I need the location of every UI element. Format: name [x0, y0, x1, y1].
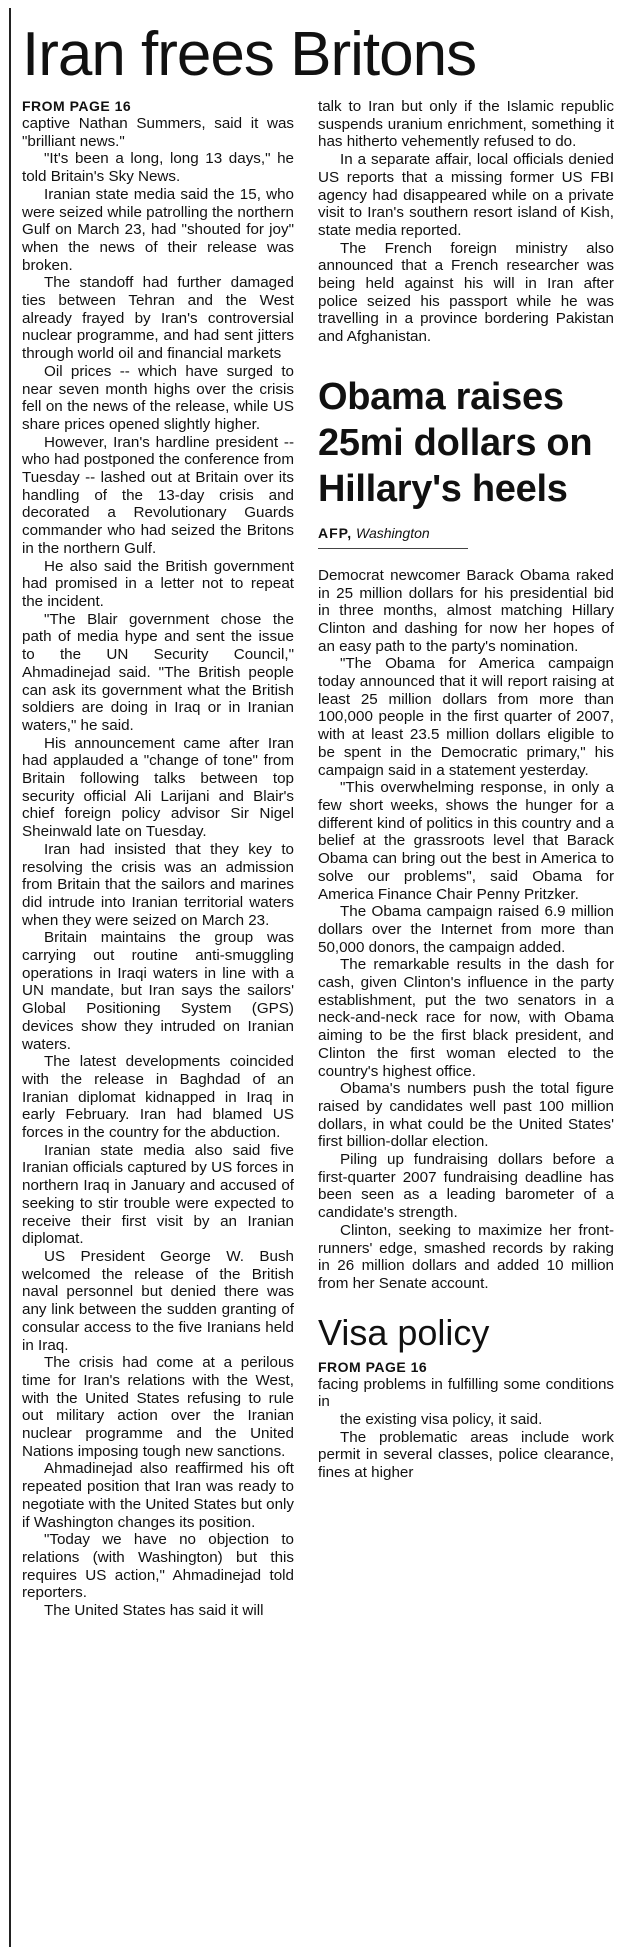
right-column — [318, 98, 614, 1482]
main-continued-paragraph: The French foreign ministry also announced that a French researcher was being held against his will in Iran after police seized his passport while he was travelling in a province bordering Pakistan and Afghanistan. — [318, 239, 614, 346]
main-paragraph: Iran had insisted that they key to resolving the crisis was an admission from Britain that the sailors and marines did intrude into Iranian territorial waters when they were seized on March 23. — [22, 840, 294, 929]
obama-paragraph: "This overwhelming response, in only a few short weeks, shows the hunger for a different kind of politics in this country and a belief at the grassroots level that Barack Obama can bring out the best in America to solve our problems", said Obama for America Finance Chair Penny Pritzker. — [318, 779, 614, 903]
obama-paragraph: "The Obama for America campaign today announced that it will report raising at least 25 million dollars from more than 100,000 people in the first quarter of 2007, with at least 23.5 million dollars eligible to be spent in the Democratic primary," his campaign said in a statement yesterday. — [318, 655, 614, 779]
main-paragraph: captive Nathan Summers, said it was "brilliant news." — [22, 115, 294, 150]
obama-byline — [318, 524, 468, 549]
main-paragraph: Ahmadinejad also reaffirmed his oft repeated position that Iran was ready to negotiate with the United States but only if Washington changes its position. — [22, 1460, 294, 1531]
main-paragraph: His announcement came after Iran had applauded a "change of tone" from Britain following talks between top security official Ali Larijani and Blair's chief foreign policy advisor Sir Nigel Sheinwald late on Tuesday. — [22, 734, 294, 841]
main-kicker: FROM PAGE 16 — [22, 98, 132, 114]
visa-paragraph: The problematic areas include work permit in several classes, police clearance, fines at higher — [318, 1428, 614, 1482]
obama-paragraph: Obama's numbers push the total figure raised by candidates well past 100 million dollars, in what could be the United States' first billion-dollar election. — [318, 1080, 614, 1151]
main-paragraph: Iranian state media said the 15, who were seized while patrolling the northern Gulf on March 23, had "shouted for joy" when the news of their release was broken. — [22, 185, 294, 274]
main-paragraph: The crisis had come at a perilous time for Iran's relations with the West, with the United States refusing to rule out military action over the Iranian nuclear programme and the United Nations imposing tough new sanctions. — [22, 1354, 294, 1460]
main-paragraph: Oil prices -- which have surged to near seven month highs over the crisis fell on the news of the release, while US share prices opened slightly higher. — [22, 362, 294, 433]
visa-kicker: FROM PAGE 16 — [318, 1358, 428, 1375]
obama-paragraph: The Obama campaign raised 6.9 million dollars over the Internet from more than 50,000 donors, the campaign added. — [318, 903, 614, 956]
obama-paragraph: Piling up fundraising dollars before a first-quarter 2007 fundraising deadline has been seen as a leading barometer of a candidate's strength. — [318, 1151, 614, 1222]
visa-paragraph: facing problems in fulfilling some conditions in — [318, 1375, 614, 1411]
obama-paragraph: Democrat newcomer Barack Obama raked in 25 million dollars for his presidential bid in three months, almost matching Hillary Clinton and dashing for now her hopes of an easy path to the party's nomination. — [318, 566, 614, 655]
column-rule — [9, 8, 11, 1947]
main-paragraph: The latest developments coincided with the release in Baghdad of an Iranian diplomat kidnapped in Iraq in early February. Iran had blamed US forces in the country for the abduction. — [22, 1053, 294, 1142]
left-column — [22, 98, 294, 1620]
main-continued-paragraph: talk to Iran but only if the Islamic republic suspends uranium enrichment, something it has hitherto vehemently refused to do. — [318, 98, 614, 151]
main-paragraph: The United States has said it will — [44, 1602, 264, 1620]
main-paragraph: The standoff had further damaged ties between Tehran and the West already frayed by Iran's controversial nuclear programme, and had sent jitters through world oil and financial markets — [22, 274, 294, 363]
obama-headline: Obama raises 25mi dollars on Hillary's heels — [318, 375, 593, 510]
main-paragraph: US President George W. Bush welcomed the release of the British naval personnel but denied there was any link between the sudden granting of consular access to the five Iranians held in Iraq. — [22, 1248, 294, 1354]
main-paragraph: Iranian state media also said five Iranian officials captured by US forces in northern Iraq in January and accused of seeking to stir trouble were expected to receive their first visit by an Iranian diplomat. — [22, 1141, 294, 1248]
main-paragraph: Britain maintains the group was carrying out routine anti-smuggling operations in Iraqi waters in line with a UN mandate, but Iran says the sailors' Global Positioning System (GPS) devices show they intruded on Iranian waters. — [22, 929, 294, 1053]
main-paragraph: "Today we have no objection to relations (with Washington) but this requires US action," Ahmadinejad told reporters. — [22, 1531, 294, 1602]
byline-agency: AFP, — [318, 524, 353, 541]
main-paragraph: However, Iran's hardline president -- who had postponed the conference from Tuesday -- lashed out at Britain over its handling of the 13-day crisis and decorated a Revolutionary Guards commander who had seized the Britons in the northern Gulf. — [22, 433, 294, 557]
visa-paragraph: the existing visa policy, it said. — [340, 1411, 543, 1429]
main-paragraph: "It's been a long, long 13 days," he told Britain's Sky News. — [22, 150, 294, 186]
visa-headline: Visa policy — [318, 1311, 490, 1353]
obama-paragraph: Clinton, seeking to maximize her front-runners' edge, smashed records by raking in 26 million dollars and added 10 million from her Senate account. — [318, 1221, 614, 1292]
byline-place: Washington — [355, 524, 430, 541]
main-continued-paragraph: In a separate affair, local officials denied US reports that a missing former US FBI agency had disappeared while on a private visit to Iran's southern resort island of Kish, state media reported. — [318, 151, 614, 239]
obama-paragraph: The remarkable results in the dash for cash, given Clinton's influence in the party establishment, put the two senators in a neck-and-neck race for now, with Obama aiming to be the first black president, and Clinton the first woman elected to the country's highest office. — [318, 956, 614, 1080]
main-paragraph: He also said the British government had promised in a letter not to repeat the incident. — [22, 557, 294, 610]
main-paragraph: "The Blair government chose the path of media hype and sent the issue to the UN Security Council," Ahmadinejad said. "The British people can ask its government what the British soldiers are doing in Iraq or in Iranian waters," he said. — [22, 610, 294, 734]
main-headline: Iran frees Britons — [22, 20, 477, 89]
